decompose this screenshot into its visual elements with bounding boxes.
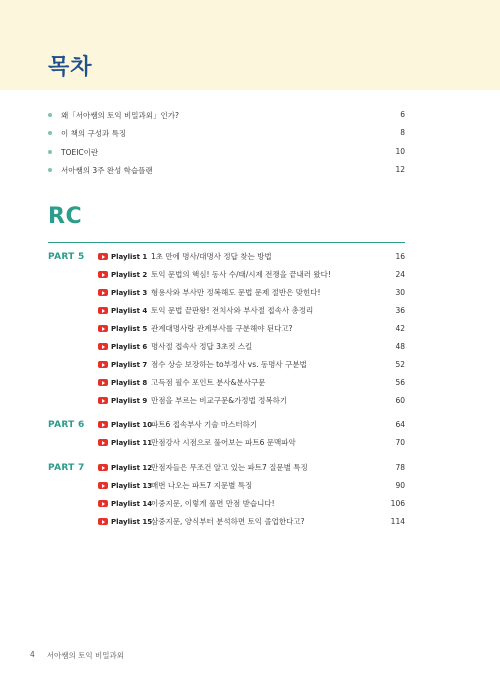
- youtube-play-icon: [98, 421, 108, 428]
- playlist-row[interactable]: [98, 418, 405, 432]
- youtube-play-icon: [98, 482, 108, 489]
- toc-intro-page: 8: [400, 128, 405, 137]
- playlist-page: 56: [395, 378, 405, 387]
- playlist-label: Playlist 8: [111, 379, 148, 387]
- youtube-play-icon: [98, 500, 108, 507]
- playlist-page: 16: [395, 252, 405, 261]
- playlist-row[interactable]: [98, 286, 405, 300]
- playlist-page: 90: [395, 481, 405, 490]
- playlist-label: Playlist 11: [111, 439, 153, 447]
- youtube-play-icon: [98, 307, 108, 314]
- playlist-page: 36: [395, 306, 405, 315]
- playlist-label: Playlist 9: [111, 397, 148, 405]
- toc-intro-title: 서아쌤의 3주 완성 학습플랜: [61, 165, 153, 175]
- playlist-label: Playlist 7: [111, 361, 148, 369]
- book-title: 서아쌤의 토익 비밀과외: [46, 651, 124, 660]
- playlist-label: Playlist 10: [111, 421, 153, 429]
- youtube-play-icon: [98, 518, 108, 525]
- playlist-label: Playlist 15: [111, 518, 153, 526]
- part-label: PART 5: [48, 252, 85, 262]
- part-label: PART 7: [48, 463, 85, 473]
- youtube-play-icon: [98, 361, 108, 368]
- youtube-play-icon: [98, 271, 108, 278]
- playlist-title: 만점을 부르는 비교구문&가정법 정복하기: [151, 396, 288, 405]
- page-footer: [30, 650, 124, 661]
- playlist-label: Playlist 14: [111, 500, 153, 508]
- playlist-page: 64: [395, 420, 405, 429]
- playlist-title: 명사절 접속사 정답 3초컷 스킬: [151, 342, 253, 351]
- playlist-row[interactable]: [98, 394, 405, 408]
- playlist-row[interactable]: [98, 436, 405, 450]
- bullet-icon: [48, 113, 52, 117]
- youtube-play-icon: [98, 343, 108, 350]
- youtube-play-icon: [98, 289, 108, 296]
- header-banner: [0, 0, 500, 90]
- playlist-page: 78: [395, 463, 405, 472]
- playlist-page: 70: [395, 438, 405, 447]
- playlist-page: 24: [395, 270, 405, 279]
- playlist-row[interactable]: [98, 497, 405, 511]
- toc-intro-title: 이 책의 구성과 특징: [61, 128, 127, 138]
- playlist-row[interactable]: [98, 304, 405, 318]
- playlist-label: Playlist 1: [111, 253, 148, 261]
- youtube-play-icon: [98, 325, 108, 332]
- playlist-page: 106: [390, 499, 405, 508]
- playlist-page: 42: [395, 324, 405, 333]
- playlist-title: 매번 나오는 파트7 지문별 특징: [151, 481, 253, 490]
- playlist-title: 삼중지문, 양식부터 분석하면 토익 졸업한다고?: [151, 517, 305, 526]
- page-number: 4: [30, 650, 35, 659]
- toc-intro-title: TOEIC이란: [61, 147, 99, 157]
- toc-intro-page: 10: [395, 147, 405, 156]
- playlist-title: 이중지문, 이렇게 풀면 만점 받습니다!: [151, 499, 275, 508]
- section-divider: [48, 242, 405, 243]
- playlist-label: Playlist 5: [111, 325, 148, 333]
- youtube-play-icon: [98, 464, 108, 471]
- playlist-title: 만점자들은 무조건 알고 있는 파트7 질문별 특징: [151, 463, 308, 472]
- playlist-row[interactable]: [98, 268, 405, 282]
- youtube-play-icon: [98, 253, 108, 260]
- playlist-row[interactable]: [98, 376, 405, 390]
- playlist-title: 1초 만에 명사/대명사 정답 찾는 방법: [151, 252, 272, 261]
- playlist-title: 고득점 필수 포인트 분사&분사구문: [151, 378, 266, 387]
- playlist-row[interactable]: [98, 515, 405, 529]
- section-title: RC: [48, 204, 83, 229]
- bullet-icon: [48, 131, 52, 135]
- playlist-page: 30: [395, 288, 405, 297]
- playlist-label: Playlist 13: [111, 482, 153, 490]
- bullet-icon: [48, 150, 52, 154]
- page-title: 목차: [48, 55, 93, 80]
- toc-intro-title: 왜「서아쌤의 토익 비밀과외」인가?: [61, 110, 179, 120]
- playlist-row[interactable]: [98, 250, 405, 264]
- playlist-title: 만점강사 시점으로 풀어보는 파트6 문맥파악: [151, 438, 296, 447]
- playlist-row[interactable]: [98, 322, 405, 336]
- youtube-play-icon: [98, 439, 108, 446]
- playlist-row[interactable]: [98, 479, 405, 493]
- playlist-page: 60: [395, 396, 405, 405]
- playlist-row[interactable]: [98, 340, 405, 354]
- playlist-label: Playlist 4: [111, 307, 148, 315]
- playlist-label: Playlist 12: [111, 464, 153, 472]
- playlist-row[interactable]: [98, 358, 405, 372]
- playlist-title: 형용사와 부사만 정복해도 문법 문제 절반은 맞힌다!: [151, 288, 321, 297]
- playlist-title: 토익 문법의 핵심! 동사 수/태/시제 전쟁을 끝내러 왔다!: [151, 270, 331, 279]
- playlist-label: Playlist 3: [111, 289, 148, 297]
- part-label: PART 6: [48, 420, 85, 430]
- youtube-play-icon: [98, 379, 108, 386]
- playlist-title: 토익 문법 끝판왕! 전치사와 부사절 접속사 총정리: [151, 306, 314, 315]
- playlist-title: 파트6 접속부사 기술 마스터하기: [151, 420, 258, 429]
- bullet-icon: [48, 168, 52, 172]
- playlist-page: 52: [395, 360, 405, 369]
- playlist-page: 114: [390, 517, 405, 526]
- playlist-label: Playlist 6: [111, 343, 148, 351]
- playlist-label: Playlist 2: [111, 271, 148, 279]
- youtube-play-icon: [98, 397, 108, 404]
- toc-intro-page: 12: [395, 165, 405, 174]
- playlist-row[interactable]: [98, 461, 405, 475]
- toc-intro-page: 6: [400, 110, 405, 119]
- playlist-title: 점수 상승 보장하는 to부정사 vs. 동명사 구분법: [151, 360, 307, 369]
- playlist-title: 관계대명사랑 관계부사를 구분해야 된다고?: [151, 324, 293, 333]
- playlist-page: 48: [395, 342, 405, 351]
